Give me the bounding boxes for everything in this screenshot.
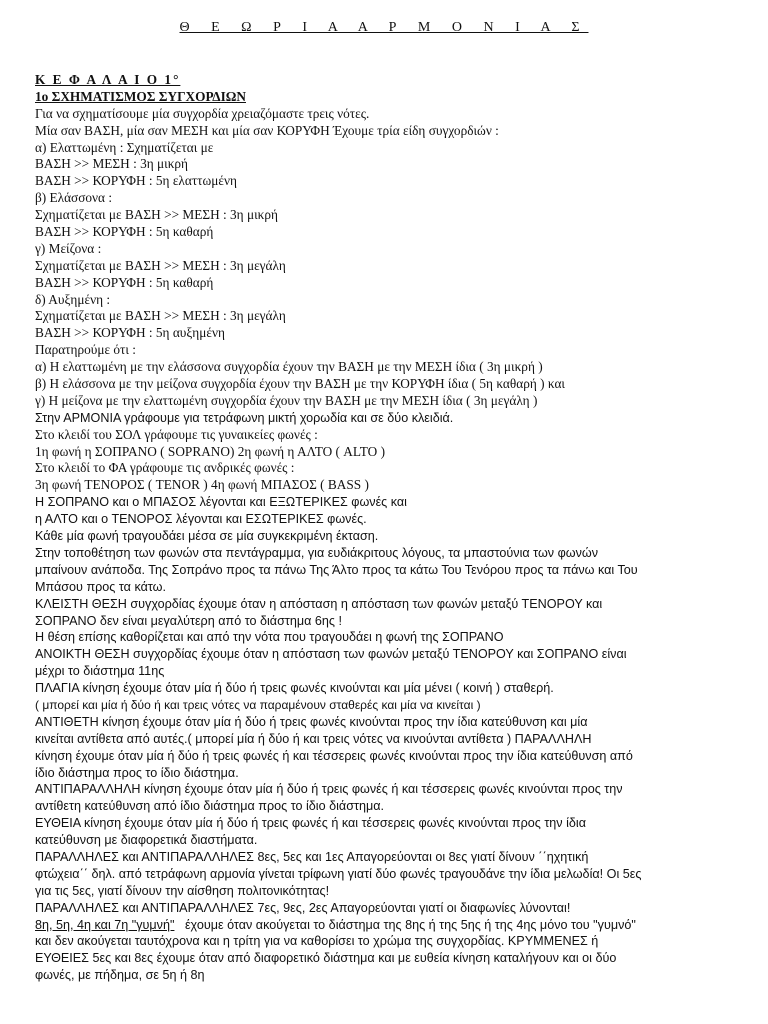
text-line: Σχηματίζεται με ΒΑΣΗ >> ΜΕΣΗ : 3η μικρή xyxy=(35,207,278,223)
text-line: ΑΝΤΙΠΑΡΑΛΛΗΛΗ κίνηση έχουμε όταν μία ή δύο ή τρεις φωνές ή και τέσσερεις φωνές κινούνται προς την xyxy=(35,782,623,797)
text-line: Για να σχηματίσουμε μία συγχορδία χρειαζόμαστε τρεις νότες. xyxy=(35,105,370,121)
text-line: 3η φωνή ΤΕΝΟΡΟΣ ( TENOR ) 4η φωνή ΜΠΑΣΟΣ ( BASS ) xyxy=(35,477,369,493)
text-line: αντίθετη κατεύθυνση από ίδιο διάστημα προς το ίδιο διάστημα. xyxy=(35,799,384,814)
document-title: Θ Ε Ω Ρ Ι Α Α Ρ Μ Ο Ν Ι Α Σ xyxy=(179,20,589,35)
text-line: ΣΟΠΡΑΝΟ δεν είναι μεγαλύτερη από το διάστημα 6ης ! xyxy=(35,613,342,628)
text-line: Παρατηρούμε ότι : xyxy=(35,342,136,358)
text-line: μέχρι το διάστημα 11ης xyxy=(35,664,165,679)
text-line: ΑΝΤΙΘΕΤΗ κίνηση έχουμε όταν μία ή δύο ή τρεις φωνές κινούνται προς την ίδια κατεύθυνση και μία xyxy=(35,714,588,729)
bare-intervals-term: 8η, 5η, 4η και 7η "γυμνή" xyxy=(35,917,175,932)
text-line: φωνές, με πήδημα, σε 5η ή 8η xyxy=(35,968,205,983)
text-line: Σχηματίζεται με ΒΑΣΗ >> ΜΕΣΗ : 3η μεγάλη xyxy=(35,257,286,273)
text-line: Στο κλειδί το ΦΑ γράφουμε τις ανδρικές φωνές : xyxy=(35,460,295,476)
text-line: Η ΣΟΠΡΑΝΟ και ο ΜΠΑΣΟΣ λέγονται και ΕΞΩΤΕΡΙΚΕΣ φωνές και xyxy=(35,495,407,510)
text-line: β) Η ελάσσονα με την μείζονα συγχορδία έχουν την ΒΑΣΗ με την ΚΟΡΥΦΗ ίδια ( 5η καθαρή ) και xyxy=(35,376,565,392)
text-line: ΠΛΑΓΙΑ κίνηση έχουμε όταν μία ή δύο ή τρεις φωνές κινούνται και μία μένει ( κοινή ) σταθερή. xyxy=(35,681,554,696)
text-line: μπαίνουν ανάποδα. Της Σοπράνο προς τα πάνω Της Άλτο προς τα κάτω Του Τενόρου προς τα πάνω και Του xyxy=(35,562,638,577)
text-line: ( μπορεί και μία ή δύο ή και τρεις νότες να παραμένουν σταθερές και μία να κινείται ) xyxy=(35,697,481,712)
text-line: ΑΝΟΙΚΤΗ ΘΕΣΗ συγχορδίας έχουμε όταν η απόσταση των φωνών μεταξύ ΤΕΝΟΡΟΥ και ΣΟΠΡΑΝΟ είναι xyxy=(35,647,627,662)
text-line: δ) Αυξημένη : xyxy=(35,291,111,307)
text-line: γ) Μείζονα : xyxy=(35,240,102,256)
text-line: α) Η ελαττωμένη με την ελάσσονα συγχορδία έχουν την ΒΑΣΗ με την ΜΕΣΗ ίδια ( 3η μικρή ) xyxy=(35,359,543,375)
text-line: Μπάσου προς τα κάτω. xyxy=(35,579,166,594)
text-line: ΚΛΕΙΣΤΗ ΘΕΣΗ συγχορδίας έχουμε όταν η απόσταση η απόσταση των φωνών μεταξύ ΤΕΝΟΡΟΥ και xyxy=(35,596,603,611)
text-line: 1η φωνή η ΣΟΠΡΑΝΟ ( SOPRANO) 2η φωνή η ΑΛΤΟ ( ALTO ) xyxy=(35,443,386,459)
text-line: και δεν ακούγεται ταυτόχρονα και η τρίτη για να καθορίσει το χρώμα της συγχορδίας. ΚΡΥΜΜΕΝΕΣ ή xyxy=(35,934,599,949)
text-line: ΒΑΣΗ >> ΚΟΡΥΦΗ : 5η ελαττωμένη xyxy=(35,173,237,189)
text-line: ΠΑΡΑΛΛΗΛΕΣ και ΑΝΤΙΠΑΡΑΛΛΗΛΕΣ 8ες, 5ες και 1ες Απαγορεύονται οι 8ες γιατί δίνουν ΄΄ηχητική xyxy=(35,849,589,864)
bare-intervals-line xyxy=(35,917,747,934)
text-line: Στο κλειδί του ΣΟΛ γράφουμε τις γυναικείες φωνές : xyxy=(35,426,318,442)
text-line: Η θέση επίσης καθορίζεται και από την νότα που τραγουδάει η φωνή της ΣΟΠΡΑΝΟ xyxy=(35,630,504,645)
text-line: Σχηματίζεται με ΒΑΣΗ >> ΜΕΣΗ : 3η μεγάλη xyxy=(35,308,286,324)
text-line: φτώχεια΄΄ δηλ. από τετράφωνη αρμονία γίνεται τρίφωνη γιατί δύο φωνές τραγουδάνε την ίδια μελωδία! Οι 5ες xyxy=(35,866,642,881)
text-line: ΕΥΘΕΙΕΣ 5ες και 8ες έχουμε όταν από διαφορετικό διάστημα και με ευθεία κίνηση καταλήγουν και οι δύο xyxy=(35,951,617,966)
text-line: ΒΑΣΗ >> ΚΟΡΥΦΗ : 5η αυξημένη xyxy=(35,325,225,341)
text-line: ΒΑΣΗ >> ΚΟΡΥΦΗ : 5η καθαρή xyxy=(35,274,214,290)
chapter-heading: Κ Ε Φ Α Λ Α Ι Ο 1° xyxy=(35,72,181,87)
text-line: Μία σαν ΒΑΣΗ, μία σαν ΜΕΣΗ και μία σαν ΚΟΡΥΦΗ Έχουμε τρία είδη συγχορδιών : xyxy=(35,122,499,138)
text-line: ΕΥΘΕΙΑ κίνηση έχουμε όταν μία ή δύο ή τρεις φωνές ή και τέσσερεις φωνές κινούνται προς την ίδια xyxy=(35,816,586,831)
text-line: κινείται αντίθετα από αυτές.( μπορεί μία ή δύο ή και τρεις νότες να κινούνται αντίθετα ) ΠΑΡΑΛΛΗΛΗ xyxy=(35,731,592,746)
text-line: β) Ελάσσονα : xyxy=(35,190,113,206)
text-line: η ΑΛΤΟ και ο ΤΕΝΟΡΟΣ λέγονται και ΕΣΩΤΕΡΙΚΕΣ φωνές. xyxy=(35,512,367,527)
text-line: ίδιο διάστημα προς το ίδιο διάστημα. xyxy=(35,765,239,780)
document-body xyxy=(35,72,747,984)
text-line: ΒΑΣΗ >> ΜΕΣΗ : 3η μικρή xyxy=(35,156,189,172)
bare-intervals-text: έχουμε όταν ακούγεται το διάστημα της 8ης ή της 5ης ή της 4ης μόνο του "γυμνό" xyxy=(184,917,636,932)
text-line: για τις 5ες, γιατί δίνουν την αίσθηση πολιτονικότητας! xyxy=(35,883,330,898)
text-line: ΠΑΡΑΛΛΗΛΕΣ και ΑΝΤΙΠΑΡΑΛΛΗΛΕΣ 7ες, 9ες, 2ες Απαγορεύονται γιατί οι διαφωνίες λύνονται! xyxy=(35,900,571,915)
text-line: Κάθε μία φωνή τραγουδάει μέσα σε μία συγκεκριμένη έκταση. xyxy=(35,529,379,544)
text-line: α) Ελαττωμένη : Σχηματίζεται με xyxy=(35,139,214,155)
text-line: Στην τοποθέτηση των φωνών στα πεντάγραμμα, για ευδιάκριτους λόγους, τα μπαστούνια των φωνών xyxy=(35,545,599,560)
text-line: ΒΑΣΗ >> ΚΟΡΥΦΗ : 5η καθαρή xyxy=(35,224,214,240)
text-line: κίνηση έχουμε όταν μία ή δύο ή τρεις φωνές ή και τέσσερεις φωνές κινούνται προς την ίδια κατεύθυνση από xyxy=(35,748,633,763)
text-line: γ) Η μείζονα με την ελαττωμένη συγχορδία έχουν την ΒΑΣΗ με την ΜΕΣΗ ίδια ( 3η μεγάλη ) xyxy=(35,392,538,408)
text-line: κατεύθυνση με διαφορετικά διαστήματα. xyxy=(35,833,258,848)
section-heading: 1ο ΣΧΗΜΑΤΙΣΜΟΣ ΣΥΓΧΟΡΔΙΩΝ xyxy=(35,88,246,104)
text-line: Στην ΑΡΜΟΝΙΑ γράφουμε για τετράφωνη μικτή χορωδία και σε δύο κλειδιά. xyxy=(35,410,454,425)
